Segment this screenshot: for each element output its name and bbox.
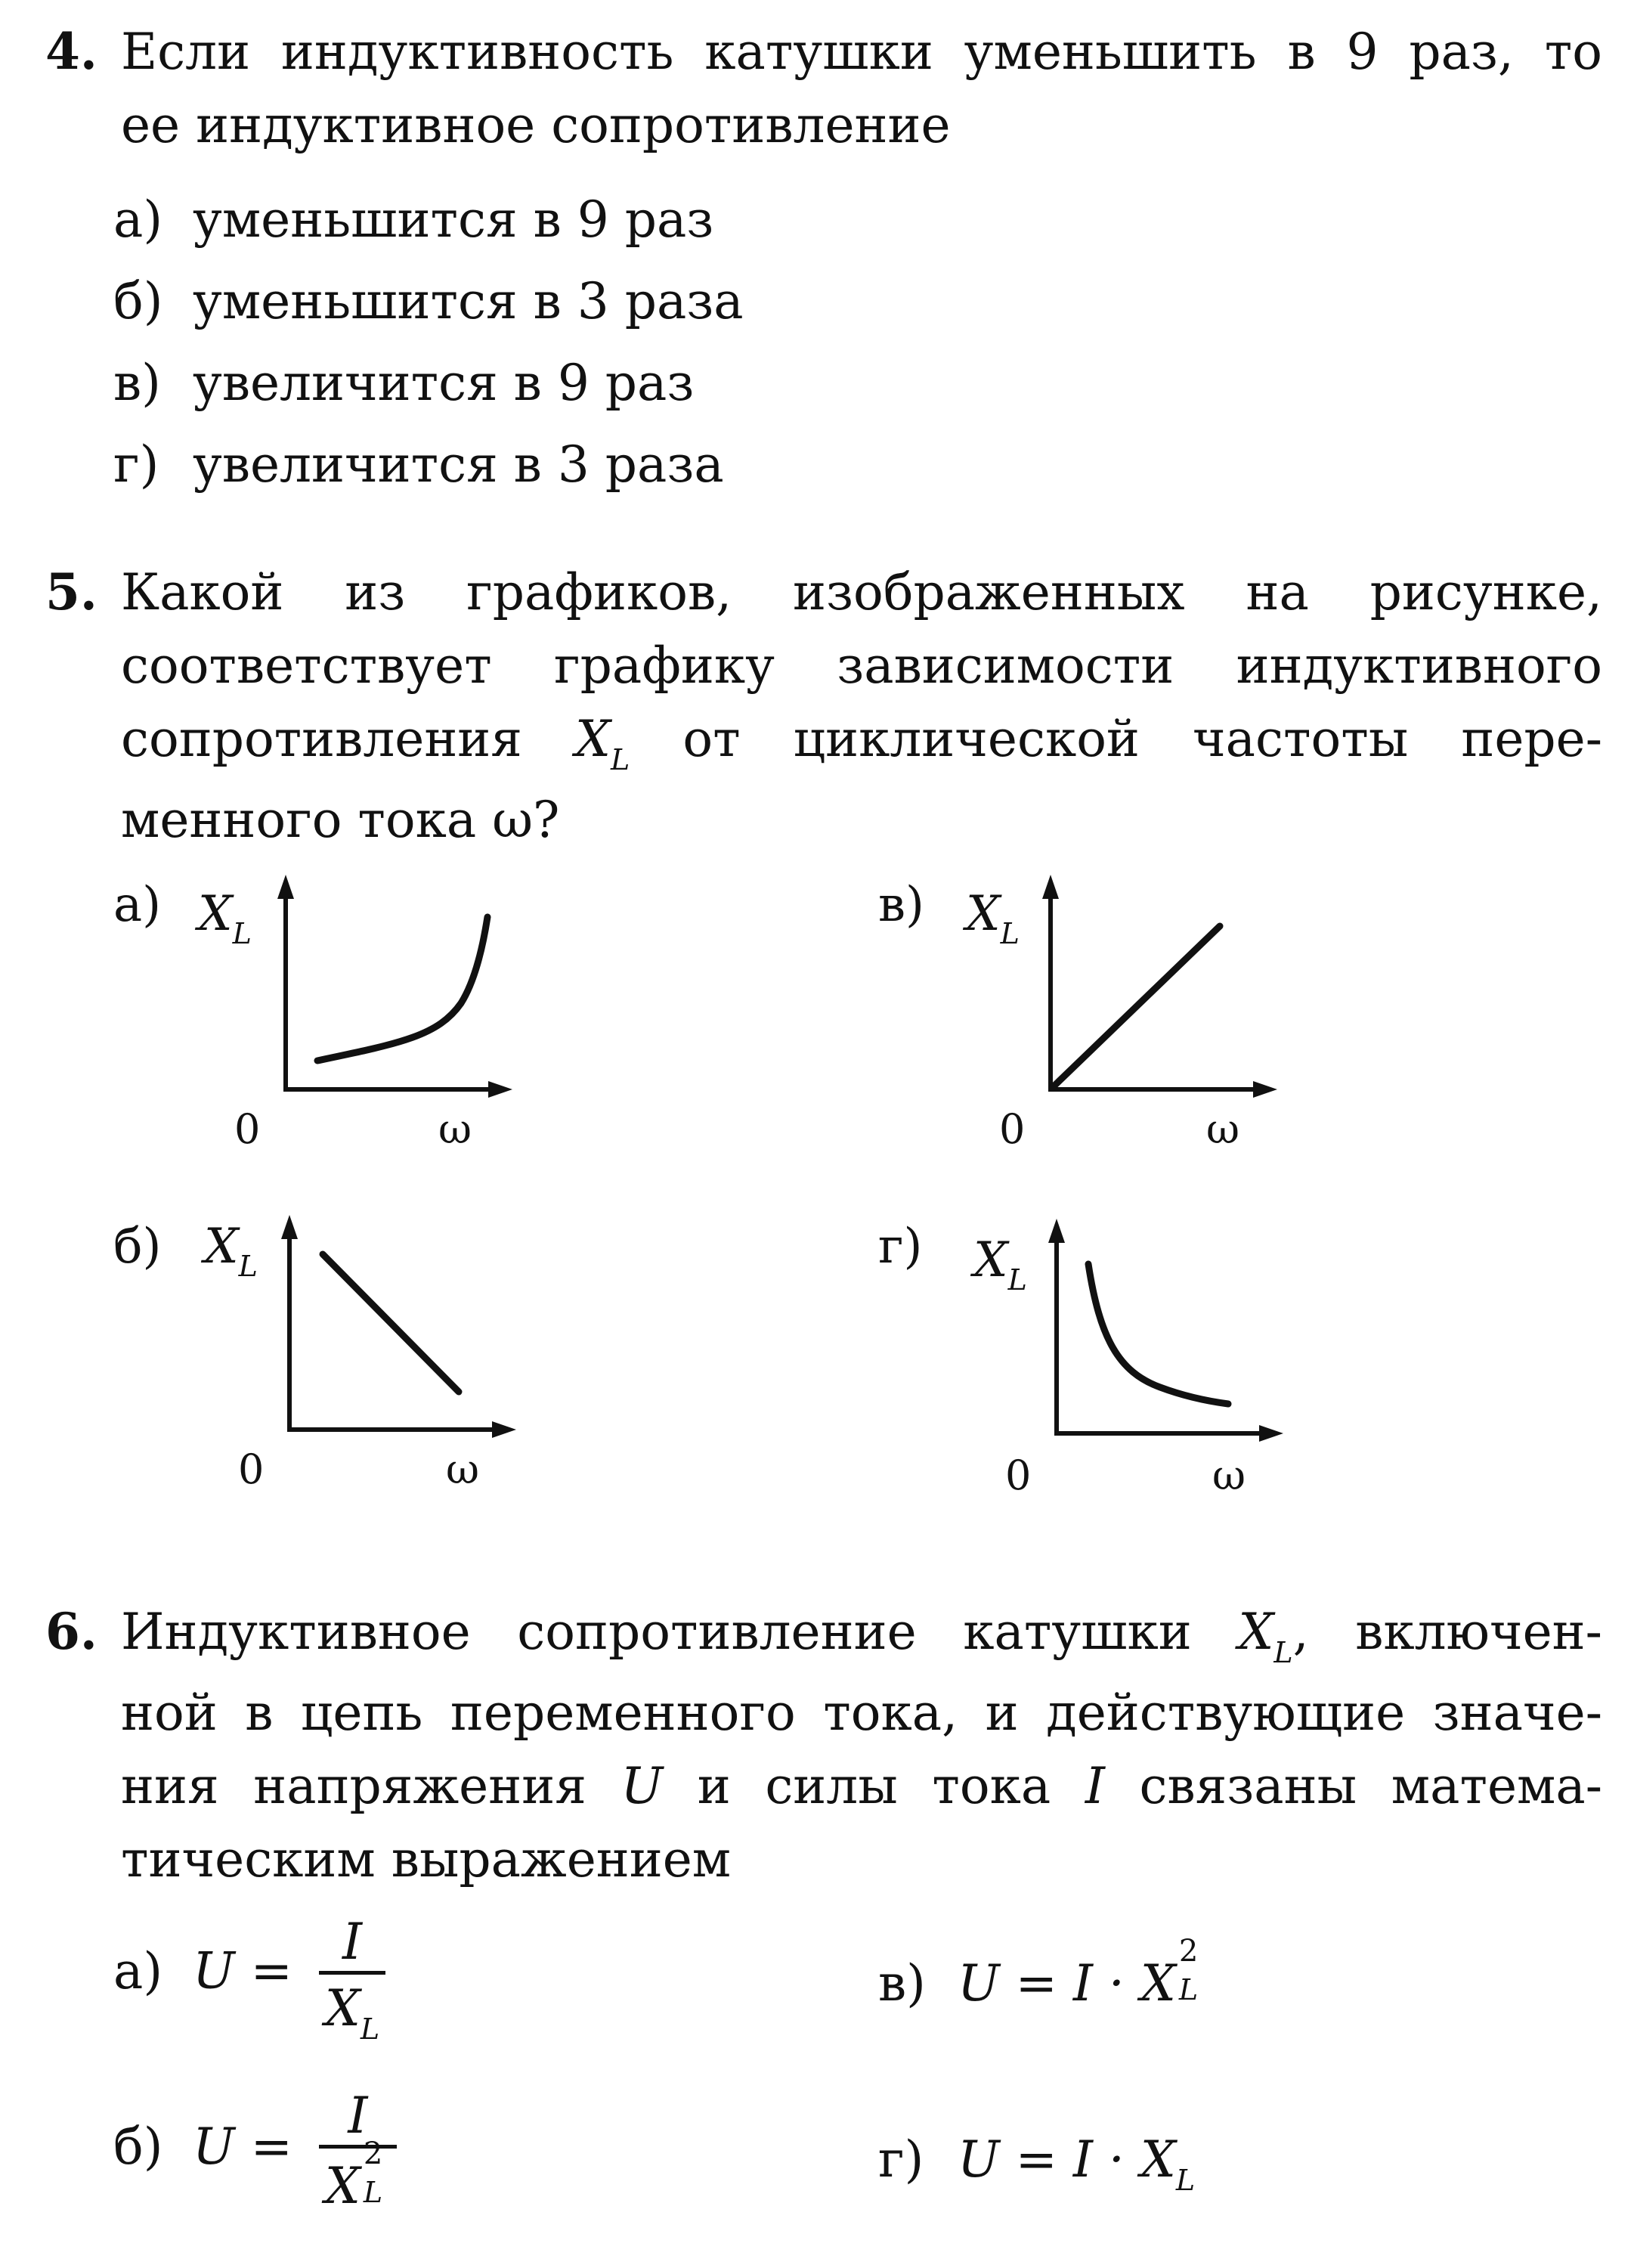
text-fragment: , включен- (1292, 1603, 1602, 1661)
question-number: 5. (45, 562, 97, 621)
den-var: X (324, 2157, 361, 2215)
answer-option-a[interactable] (113, 191, 713, 249)
option-text: уменьшится в 3 раза (193, 272, 744, 330)
question-line: Если индуктивность катушки уменьшить в 9 раз, то (121, 23, 1602, 81)
y-axis-arrow (277, 875, 294, 899)
graph-letter: а) (113, 877, 162, 933)
option-letter: б) (113, 272, 163, 330)
curve (1052, 926, 1220, 1088)
question-line: тическим выражением (121, 1830, 732, 1888)
question-line (121, 1595, 1602, 1676)
option-letter: г) (878, 2130, 924, 2189)
text-fragment: ния напряжения (121, 1757, 586, 1815)
den-supsub (361, 2136, 391, 2209)
answer-option-v[interactable] (113, 354, 694, 412)
option-letter: а) (113, 1941, 163, 2000)
y-axis-arrow (281, 1215, 298, 1239)
formula-expr: U = I · X (958, 2130, 1176, 2189)
den-sub: L (363, 2176, 383, 2209)
fraction (319, 1913, 385, 2046)
question-text (121, 1595, 1602, 1896)
origin-label: 0 (999, 1105, 1026, 1153)
x-axis-arrow (1259, 1425, 1283, 1442)
option-letter: а) (113, 191, 163, 249)
x-axis-arrow (488, 1081, 512, 1098)
var-u: U (620, 1757, 664, 1815)
ylabel-sub: L (1000, 917, 1020, 950)
expr-supsub (1176, 1934, 1206, 2006)
formula-option-a[interactable] (113, 1913, 385, 2046)
text-fragment: от циклической частоты пере- (682, 710, 1602, 768)
den-sub: L (360, 2012, 380, 2046)
fraction-numerator: I (342, 1913, 363, 1971)
graph-a-plot (257, 873, 514, 1115)
question-line: менного тока ω? (121, 791, 560, 849)
den-sup: 2 (363, 2136, 383, 2171)
x-axis-label: ω (438, 1105, 472, 1153)
var-x: X (1238, 1603, 1274, 1661)
ylabel-sub: L (1007, 1263, 1027, 1297)
graph-ylabel (973, 1232, 1027, 1297)
graph-g-plot (1028, 1217, 1285, 1459)
graph-ylabel (966, 886, 1020, 950)
formula-option-g[interactable] (878, 2130, 1196, 2197)
curve (323, 1254, 459, 1392)
ylabel-x: X (204, 1219, 239, 1275)
text-fragment: связаны матема- (1139, 1757, 1603, 1815)
question-line: Какой из графиков, изображенных на рисунке, (121, 563, 1602, 621)
question-line: соответствует графику зависимости индуктивного (121, 637, 1602, 695)
question-line (121, 1749, 1602, 1823)
x-axis-label: ω (446, 1445, 480, 1493)
formula-expr: U = I · X (958, 1954, 1176, 2012)
question-text (121, 15, 1602, 162)
fraction-numerator: I (348, 2087, 368, 2145)
graph-b-plot (261, 1213, 518, 1455)
fraction-denominator (319, 1971, 385, 2046)
y-axis-arrow (1042, 875, 1059, 899)
formula-lhs: U = (193, 1941, 292, 2000)
x-axis-label: ω (1212, 1452, 1246, 1499)
option-text: уменьшится в 9 раз (193, 191, 714, 249)
question-number: 6. (45, 1602, 97, 1661)
expr-sup: 2 (1178, 1934, 1199, 1969)
question-line: ее индуктивное сопротивление (121, 96, 951, 154)
formula-option-b[interactable] (113, 2087, 397, 2215)
x-axis-arrow (1253, 1081, 1277, 1098)
answer-option-g[interactable] (113, 435, 724, 494)
graph-letter: в) (878, 877, 924, 933)
y-axis-arrow (1048, 1219, 1065, 1243)
ylabel-x: X (198, 886, 233, 942)
option-letter: в) (878, 1954, 926, 2012)
text-fragment: Индуктивное сопротивление катушки (121, 1603, 1192, 1661)
question-4 (45, 15, 1602, 514)
option-letter: г) (113, 435, 159, 494)
curve (317, 917, 487, 1061)
origin-label: 0 (1005, 1452, 1032, 1499)
answer-option-b[interactable] (113, 272, 744, 330)
graph-v-plot (1022, 873, 1279, 1115)
fraction (319, 2087, 397, 2215)
ylabel-sub: L (232, 917, 252, 950)
ylabel-x: X (973, 1232, 1008, 1288)
origin-label: 0 (238, 1445, 265, 1493)
question-line: ной в цепь переменного тока, и действующие значе- (121, 1684, 1602, 1742)
ylabel-x: X (966, 886, 1001, 942)
graph-ylabel (198, 886, 252, 950)
graph-letter: г) (878, 1219, 923, 1275)
formula-lhs: U = (193, 2118, 292, 2176)
question-line (121, 702, 1602, 783)
option-letter: в) (113, 354, 161, 412)
option-letter: б) (113, 2118, 163, 2176)
text-fragment: и силы тока (697, 1757, 1051, 1815)
expr-sub: L (1178, 1973, 1199, 2006)
x-axis-label: ω (1206, 1105, 1240, 1153)
graph-ylabel (204, 1219, 258, 1283)
var-sub: L (611, 743, 630, 776)
graph-letter: б) (113, 1219, 162, 1275)
x-axis-arrow (492, 1421, 516, 1438)
text-fragment: сопротивления (121, 710, 522, 768)
ylabel-sub: L (238, 1250, 258, 1283)
option-text: увеличится в 9 раз (193, 354, 695, 412)
question-number: 4. (45, 22, 97, 81)
curve (1088, 1264, 1228, 1404)
var-sub: L (1273, 1636, 1293, 1669)
den-var: X (324, 1979, 361, 2037)
fraction-denominator (319, 2136, 397, 2215)
question-text (121, 556, 1602, 857)
option-text: увеличится в 3 раза (193, 435, 724, 494)
var-i: I (1085, 1757, 1105, 1815)
var-x: X (575, 710, 611, 768)
formula-option-v[interactable] (878, 1934, 1206, 2012)
expr-sub: L (1175, 2164, 1196, 2197)
origin-label: 0 (234, 1105, 261, 1153)
